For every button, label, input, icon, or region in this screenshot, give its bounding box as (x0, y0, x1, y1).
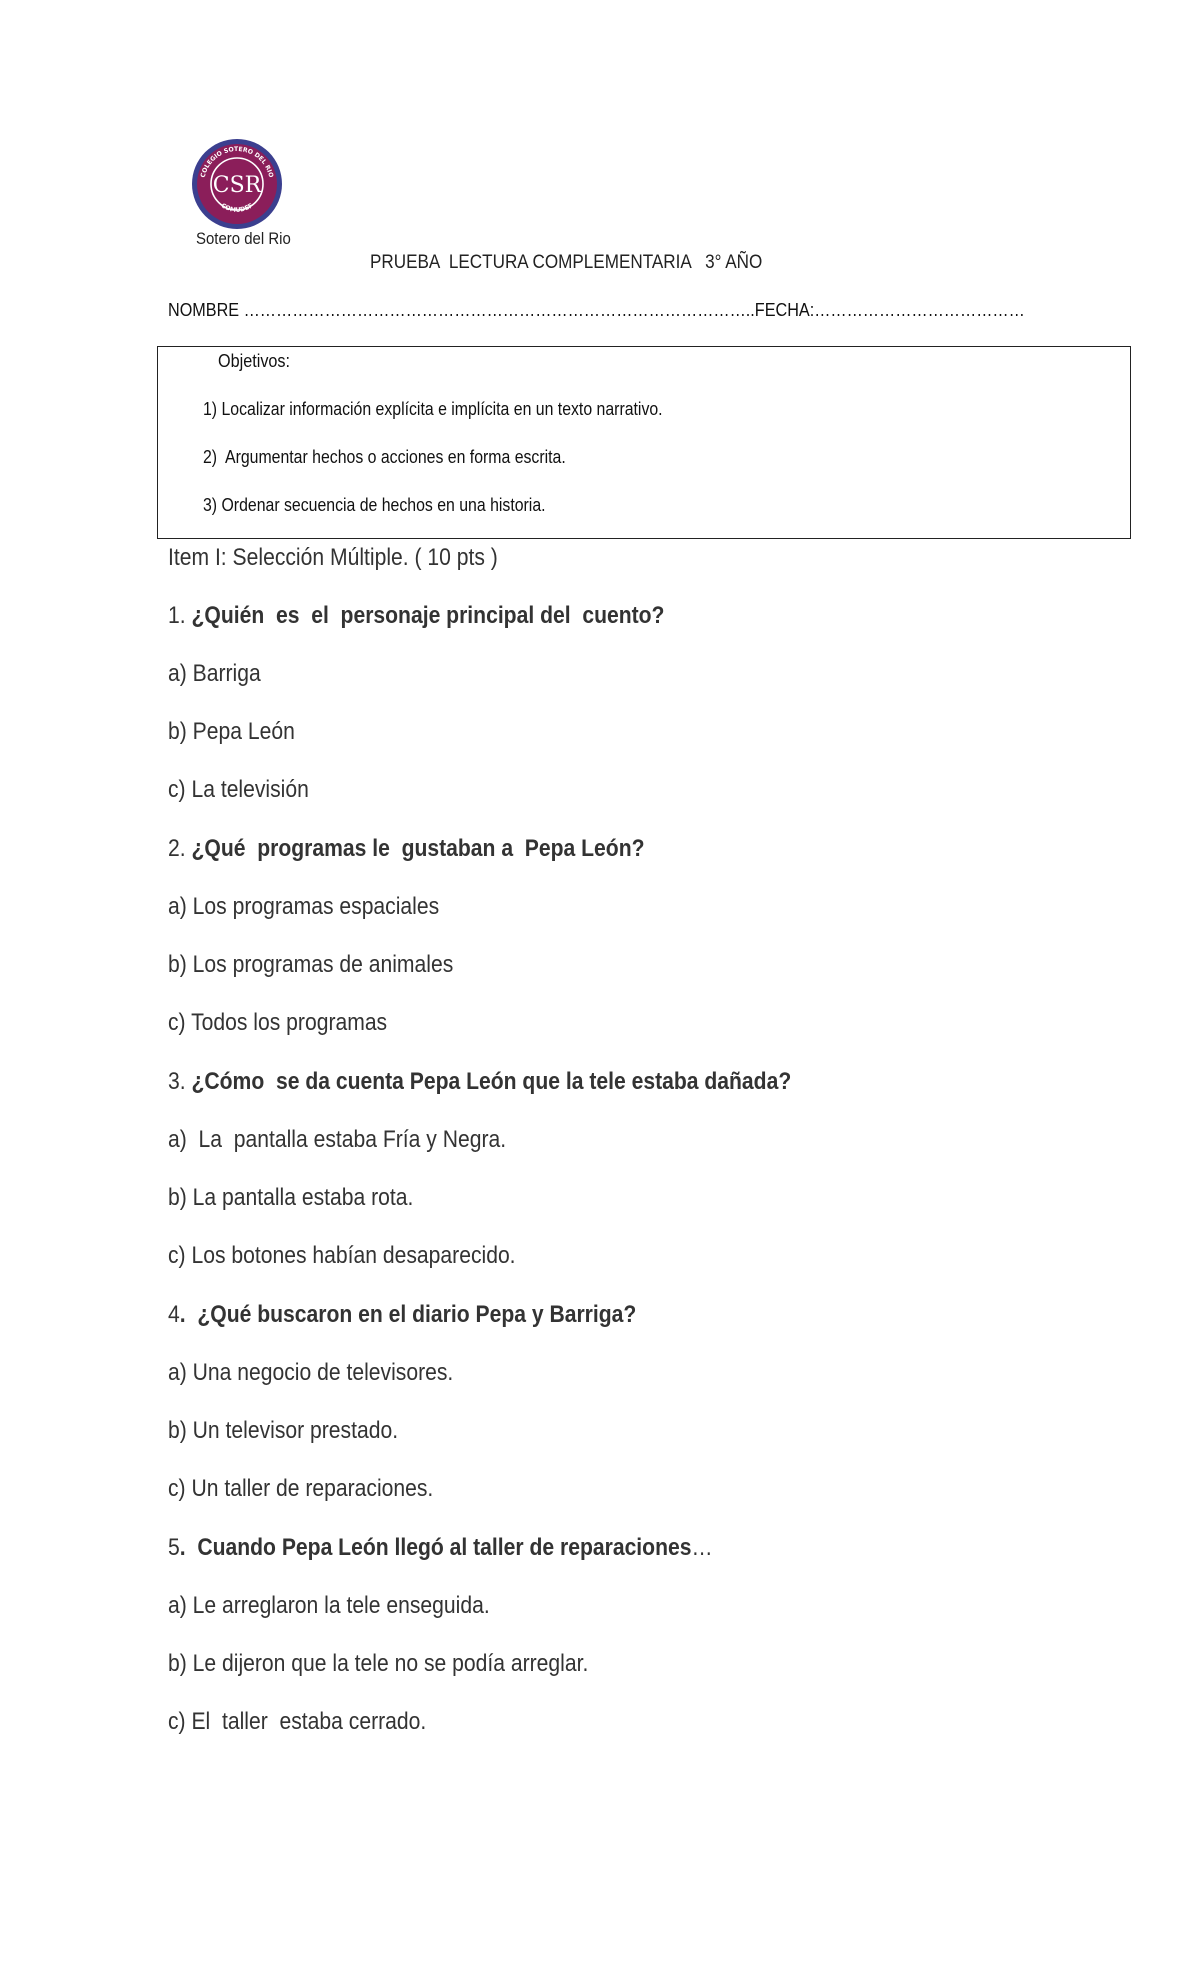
school-logo-emblem (190, 137, 284, 231)
question-number: 1. (168, 602, 192, 629)
document-title: PRUEBA LECTURA COMPLEMENTARIA 3° AÑO (370, 252, 763, 273)
item-section-header: Item I: Selección Múltiple. ( 10 pts ) (168, 544, 498, 571)
answer-option: a) La pantalla estaba Fría y Negra. (168, 1126, 507, 1153)
question-2 (168, 835, 644, 863)
question-text: . ¿Qué buscaron en el diario Pepa y Barriga? (179, 1301, 637, 1328)
answer-option: c) Todos los programas (168, 1009, 388, 1036)
answer-option: c) Los botones habían desaparecido. (168, 1242, 516, 1269)
question-number: 3. (168, 1068, 192, 1095)
question-number: 2. (168, 835, 192, 862)
objective-item: 1) Localizar información explícita e implícita en un texto narrativo. (203, 399, 663, 419)
svg-text:CSR: CSR (212, 173, 262, 198)
question-text: ¿Quién es el personaje principal del cuento? (191, 602, 665, 629)
answer-option: a) Le arreglaron la tele enseguida. (168, 1592, 490, 1619)
question-1 (168, 602, 664, 630)
question-text: ¿Cómo se da cuenta Pepa León que la tele estaba dañada? (191, 1068, 792, 1095)
question-4 (168, 1301, 636, 1329)
question-5 (168, 1534, 713, 1562)
question-text: ¿Qué programas le gustaban a Pepa León? (191, 835, 645, 862)
objectives-heading: Objetivos: (218, 351, 291, 371)
school-logo (190, 137, 284, 231)
answer-option: c) El taller estaba cerrado. (168, 1708, 427, 1735)
question-suffix: … (691, 1534, 713, 1561)
question-3 (168, 1068, 791, 1096)
svg-text:COLEGIO SOTERO DEL RIO: COLEGIO SOTERO DEL RIO (199, 145, 275, 179)
answer-option: a) Barriga (168, 660, 261, 687)
question-text: . Cuando Pepa León llegó al taller de reparaciones (179, 1534, 692, 1561)
answer-option: b) Pepa León (168, 718, 295, 745)
answer-option: a) Una negocio de televisores. (168, 1359, 454, 1386)
objectives-box (157, 346, 1131, 539)
answer-option: b) Un televisor prestado. (168, 1417, 399, 1444)
svg-text:COMUDEF: COMUDEF (219, 202, 255, 214)
question-number: 4 (168, 1301, 180, 1328)
answer-option: c) Un taller de reparaciones. (168, 1475, 434, 1502)
school-name: Sotero del Rio (196, 229, 291, 248)
objective-item: 2) Argumentar hechos o acciones en forma escrita. (203, 447, 566, 467)
answer-option: c) La televisión (168, 776, 309, 803)
answer-option: b) Los programas de animales (168, 951, 454, 978)
name-date-line: NOMBRE …………………………………………………………………………………..FECHA:………………………………… (168, 300, 1025, 320)
answer-option: b) Le dijeron que la tele no se podía arreglar. (168, 1650, 589, 1677)
question-number: 5 (168, 1534, 180, 1561)
answer-option: a) Los programas espaciales (168, 893, 440, 920)
answer-option: b) La pantalla estaba rota. (168, 1184, 414, 1211)
objective-item: 3) Ordenar secuencia de hechos en una historia. (203, 495, 546, 515)
